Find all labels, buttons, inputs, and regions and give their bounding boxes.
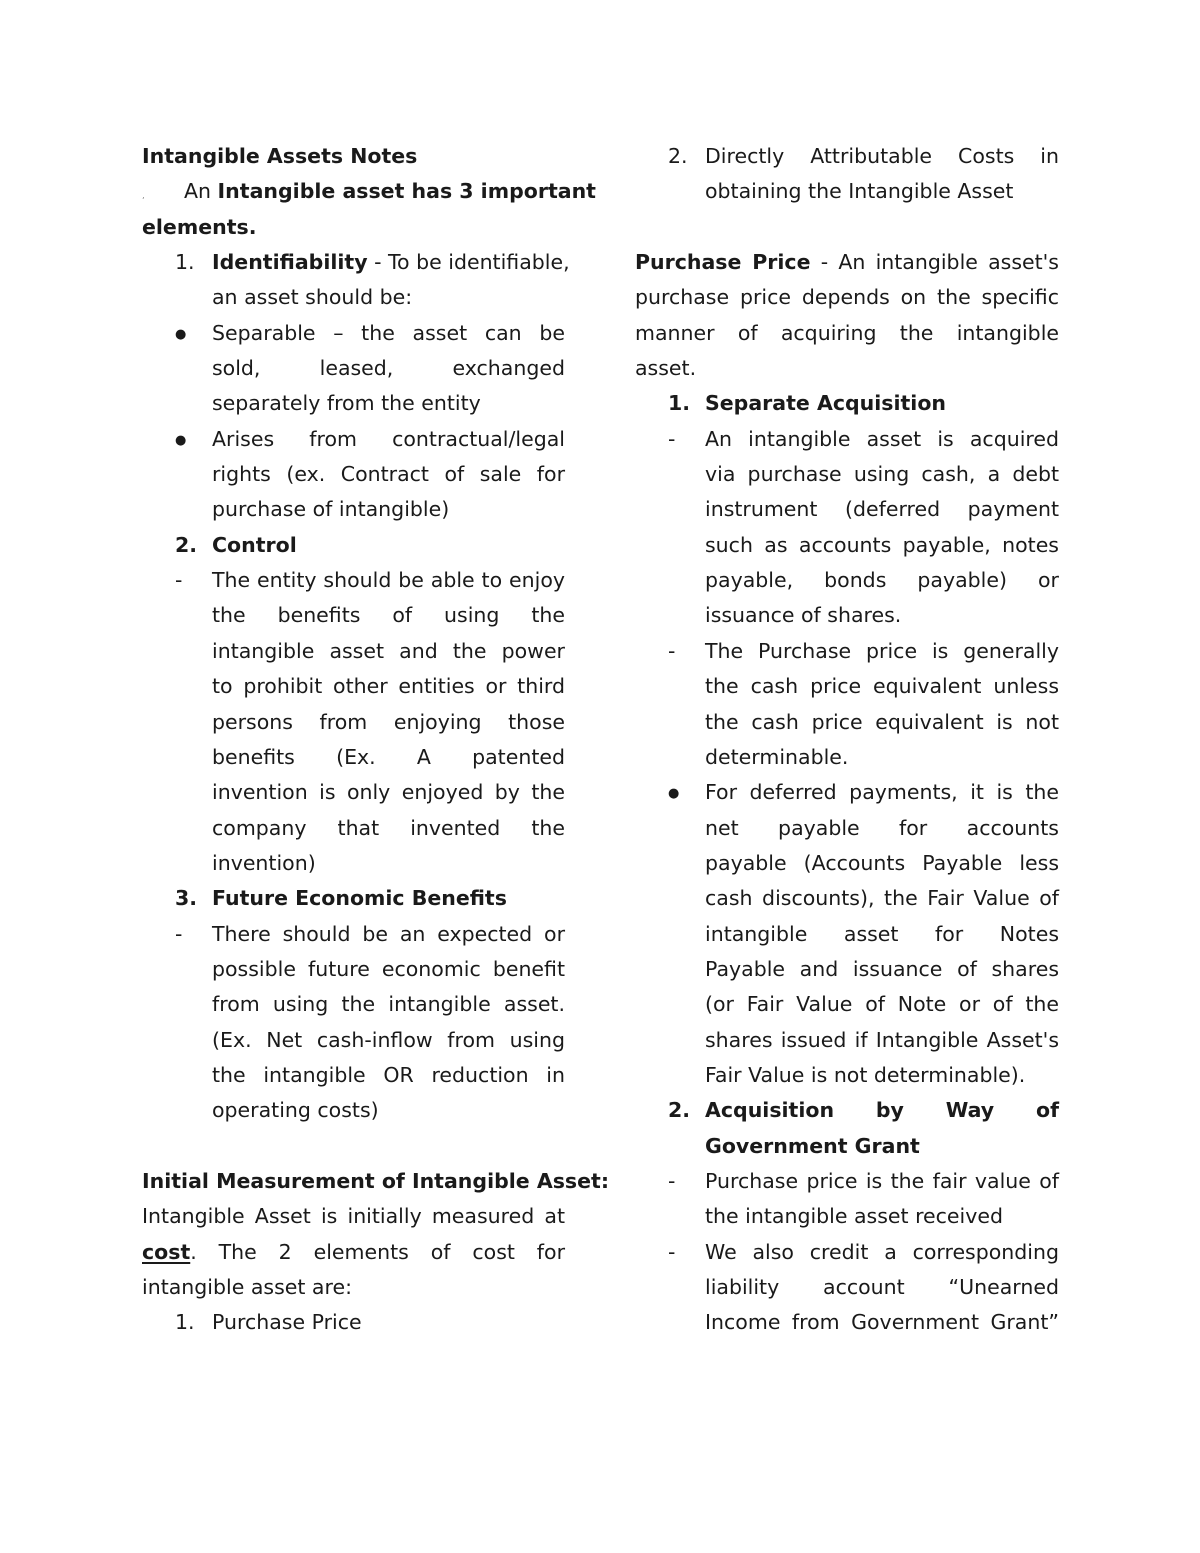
- measurement-line: Intangible Asset is initially measured at: [142, 1204, 565, 1229]
- dash-marker: -: [668, 426, 676, 451]
- dash-marker: -: [668, 1168, 676, 1193]
- separate-acquisition-item: [635, 386, 1059, 421]
- dash-marker: -: [175, 568, 183, 593]
- intro-line-2: elements.: [142, 214, 257, 239]
- separate-acquisition-label: Separate Acquisition: [705, 391, 947, 416]
- list-number: 2.: [668, 144, 688, 168]
- list-number: 3.: [175, 886, 198, 911]
- dash-marker: -: [668, 1239, 676, 1264]
- bullet-separable: ● Separable – the asset can be sold, leased, exchanged separately from the entity: [142, 316, 565, 422]
- list-number: 2.: [668, 1098, 691, 1123]
- dash-marker: -: [175, 921, 183, 946]
- separate-acquisition-dash-1: - An intangible asset is acquired via purchase using cash, a debt instrument (deferred payment such as accounts payable, notes payable, bonds payable) or issuance of shares.: [635, 422, 1059, 634]
- deferred-payments-bullet: ● For deferred payments, it is the net payable for accounts payable (Accounts Payable less cash discounts), the Fair Value of intangible asset for Notes Payable and issuance of shares (or Fair Value of Note or of the shares issued if Intangible Asset's Fair Value is not determinable).: [635, 775, 1059, 1093]
- cost-term: cost: [142, 1239, 191, 1264]
- future-benefits-label: Future Economic Benefits: [212, 886, 507, 911]
- government-grant-dash-1: - Purchase price is the fair value of the intangible asset received: [635, 1164, 1059, 1235]
- bullet-icon: ●: [668, 786, 680, 802]
- right-column: 2. Directly Attributable Costs in obtaining the Intangible Asset Purchase Price - An intangible asset's purchase price depends on the specific manner of acquiring the intangible asset. 1. Separate Acquisition - An intangible asset is acquired via purchase using cash, a debt instrument (deferred payment such as accounts payable, notes payable, bonds payable) or issuance of shares. - The Purchase price is generally the cash price equivalent unless the cash price equivalent is not determinable. ● For deferred payments, it is the net payable for accounts payable (Accounts Payable less cash discounts), the Fair Value of intangible asset for Notes Payable and issuance of shares (or Fair Value of Note or of the shares issued if Intangible Asset's Fair Value is not determinable). 2. Acquisition by Way of Government Grant - Purchase price is the fair value of the intangible asset received - We also credit a corresponding liability account “Unearned Income from Government Grant”: [635, 139, 1059, 1341]
- list-number: 1.: [668, 391, 691, 416]
- identifiability-item: 1. Identifiability - To be identifiable, an asset should be:: [142, 245, 565, 316]
- cost-element-2: 2. Directly Attributable Costs in obtaining the Intangible Asset: [635, 139, 1059, 210]
- government-grant-label: Acquisition by Way of: [705, 1098, 1059, 1123]
- spacer: [142, 1129, 565, 1164]
- separate-acquisition-dash-2: - The Purchase price is generally the cash price equivalent unless the cash price equivalent is not determinable.: [635, 634, 1059, 775]
- future-benefits-description: - There should be an expected or possible future economic benefit from using the intangible asset. (Ex. Net cash-inflow from using the intangible OR reduction in operating costs): [142, 917, 565, 1129]
- government-grant-item: 2. Acquisition by Way of Government Grant: [635, 1093, 1059, 1164]
- intro-line: ‚ An Intangible asset has 3 important: [142, 174, 565, 209]
- purchase-price-label: Purchase Price: [635, 250, 811, 275]
- control-item: [142, 528, 565, 563]
- identifiability-label: Identifiability: [212, 250, 368, 275]
- list-number: 1.: [175, 1310, 195, 1335]
- government-grant-dash-2: - We also credit a corresponding liability account “Unearned Income from Government Grant”: [635, 1235, 1059, 1341]
- dash-marker: -: [668, 638, 676, 663]
- measurement-line: cost. The 2 elements of cost for: [142, 1239, 565, 1264]
- bullet-icon: ●: [175, 326, 187, 342]
- control-description: - The entity should be able to enjoy the benefits of using the intangible asset and the power to prohibit other entities or third persons from enjoying those benefits (Ex. A patented invention is only enjoyed by the company that invented the invention): [142, 563, 565, 881]
- purchase-price-line: Purchase Price - An intangible asset's: [635, 250, 1059, 275]
- measurement-heading: Initial Measurement of Intangible Asset:: [142, 1168, 610, 1193]
- future-benefits-item: [142, 881, 565, 916]
- measurement-line: intangible asset are:: [142, 1275, 352, 1299]
- list-number: 2.: [175, 532, 198, 557]
- stray-mark: ‚: [142, 191, 145, 201]
- left-column: [142, 139, 610, 1341]
- page-title: Intangible Assets Notes: [142, 144, 418, 168]
- cost-element-1: 1. Purchase Price: [142, 1305, 565, 1340]
- bullet-icon: ●: [175, 432, 187, 448]
- spacer: [635, 210, 1059, 245]
- bullet-contractual: ● Arises from contractual/legal rights (ex. Contract of sale for purchase of intangible): [142, 422, 565, 528]
- control-label: Control: [212, 532, 297, 557]
- list-number: 1.: [175, 250, 195, 275]
